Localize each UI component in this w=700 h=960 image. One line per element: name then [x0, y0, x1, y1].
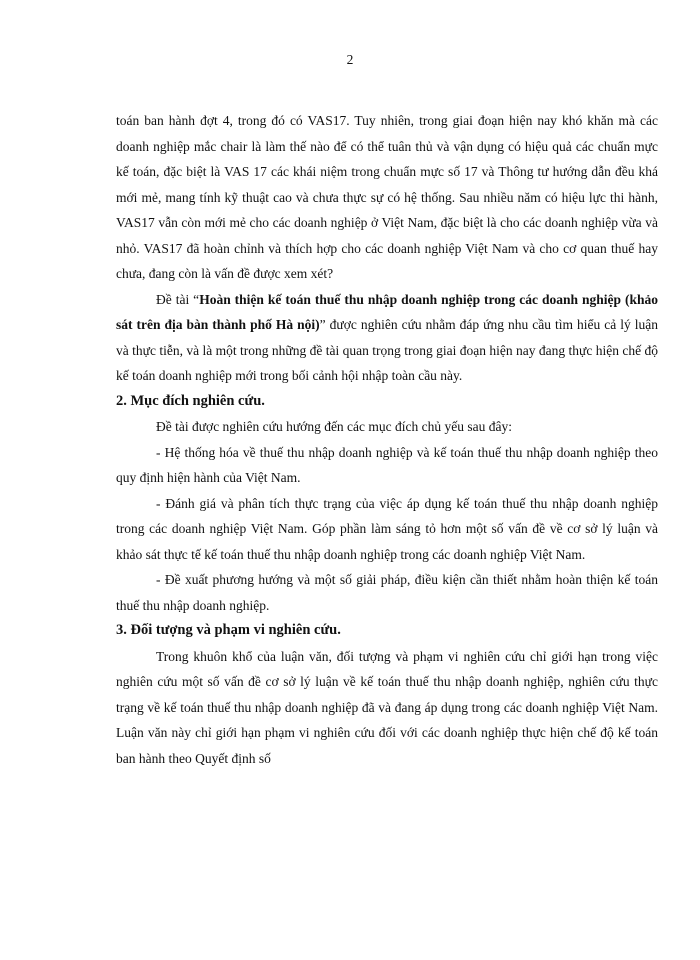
document-body — [116, 108, 658, 771]
section-2-item: - Đánh giá và phân tích thực trạng của việc áp dụng kế toán thuế thu nhập doanh nghiệp trong các doanh nghiệp Việt Nam. Góp phần làm sáng tỏ hơn một số vấn đề về cơ sở lý luận và khảo sát thực tế kế toán thuế thu nhập doanh nghiệp trong các doanh nghiệp Việt Nam. — [116, 495, 658, 562]
section-3-text: Trong khuôn khổ của luận văn, đối tượng và phạm vi nghiên cứu chỉ giới hạn trong việc nghiên cứu một số vấn đề cơ sở lý luận về kế toán thuế thu nhập doanh nghiệp, nghiên cứu thực trạng về kế toán thuế thu nhập doanh nghiệp đã và đang áp dụng trong các doanh nghiệp Việt Nam. Luận văn này chỉ giới hạn phạm vi nghiên cứu đối với các doanh nghiệp thực hiện chế độ kế toán ban hành theo Quyết định số — [116, 648, 658, 766]
section-2-heading: 2. Mục đích nghiên cứu. — [116, 392, 265, 409]
section-2-item: - Hệ thống hóa về thuế thu nhập doanh nghiệp và kế toán thuế thu nhập doanh nghiệp theo quy định hiện hành của Việt Nam. — [116, 444, 658, 485]
topic-prefix: Đề tài “ — [156, 291, 200, 307]
paragraph-topic — [116, 287, 658, 389]
section-3-heading: 3. Đối tượng và phạm vi nghiên cứu. — [116, 622, 341, 638]
topic-suffix: ” được nghiên cứu nhằm đáp ứng nhu cầu tìm hiểu cả lý luận và thực tiễn, và là một trong những đề tài quan trọng trong giai đoạn hiện nay đang thực hiện chế độ kế toán doanh nghiệp mới trong bối cảnh hội nhập toàn cầu này. — [116, 317, 658, 383]
topic-title: Hoàn thiện kế toán thuế thu nhập doanh nghiệp trong các doanh nghiệp (khảo sát trên địa bàn thành phố Hà nội) — [116, 291, 658, 332]
paragraph-vas17-context: toán ban hành đợt 4, trong đó có VAS17. Tuy nhiên, trong giai đoạn hiện nay khó khăn mà các doanh nghiệp mắc chair là làm thế nào để có thể tuân thủ và vận dụng có hiệu quả các chuẩn mực kế toán, đặc biệt là VAS 17 các khái niệm trong chuẩn mực số 17 và Thông tư hướng dẫn đều khá mới mẻ, mang tính kỹ thuật cao và chưa thực sự có hệ thống. Sau nhiều năm có hiệu lực thi hành, VAS17 vẫn còn mới mẻ cho các doanh nghiệp ở Việt Nam, đặc biệt là cho các doanh nghiệp vừa và nhỏ. VAS17 đã hoàn chỉnh và thích hợp cho các doanh nghiệp Việt Nam và cho cơ quan thuế hay chưa, đang còn là vấn đề được xem xét? — [116, 113, 658, 281]
section-2-item: - Đề xuất phương hướng và một số giải pháp, điều kiện cần thiết nhằm hoàn thiện kế toán thuế thu nhập doanh nghiệp. — [116, 572, 658, 613]
section-2-intro: Đề tài được nghiên cứu hướng đến các mục đích chủ yếu sau đây: — [156, 419, 512, 434]
page-number: 2 — [346, 52, 354, 67]
